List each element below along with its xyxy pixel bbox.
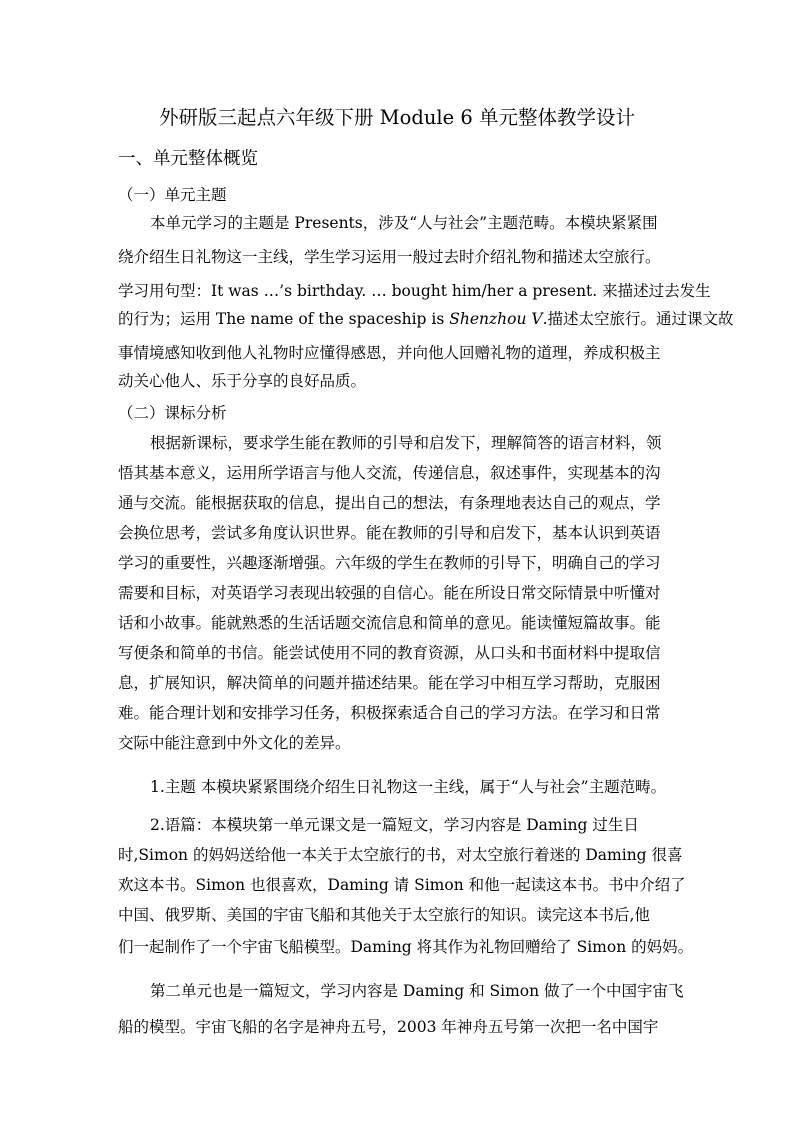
standards-line-8: 写便条和简单的书信。能尝试使用不同的教育资源，从口头和书面材料中提取信	[118, 644, 661, 662]
point-2-line-4: 中国、俄罗斯、美国的宇宙飞船和其他关于太空旅行的知识。读完这本书后,他	[118, 906, 650, 924]
spaceship-name: Shenzhou V	[449, 310, 543, 328]
standards-line-7: 话和小故事。能就熟悉的生活话题交流信息和简单的意见。能读懂短篇故事。能	[118, 614, 661, 632]
theme-line-4-c: .描述太空旅行。通过课文故	[542, 310, 734, 328]
standards-line-11: 交际中能注意到中外文化的差异。	[118, 734, 351, 752]
theme-line-4	[118, 307, 734, 331]
point-1-theme: 1.主题 本模块紧紧围绕介绍生日礼物这一主线，属于“人与社会”主题范畴。	[150, 778, 667, 796]
theme-line-1: 本单元学习的主题是 Presents，涉及“人与社会”主题范畴。本模块紧紧围	[150, 214, 658, 232]
point-2-line-1: 2.语篇：本模块第一单元课文是一篇短文，学习内容是 Daming 过生日	[150, 816, 639, 834]
standards-line-2: 悟其基本意义，运用所学语言与他人交流，传递信息，叙述事件，实现基本的沟	[118, 464, 661, 482]
theme-line-5: 事情境感知收到他人礼物时应懂得感恩，并向他人回赠礼物的道理，养成积极主	[118, 344, 661, 362]
point-3-line-1: 第二单元也是一篇短文，学习内容是 Daming 和 Simon 做了一个中国宇宙飞	[150, 982, 684, 1000]
standards-line-9: 息，扩展知识，解决简单的问题并描述结果。能在学习中相互学习帮助，克服困	[118, 674, 661, 692]
standards-line-1: 根据新课标，要求学生能在教师的引导和启发下，理解简答的语言材料，领	[150, 434, 662, 452]
point-2-line-3: 欢这本书。Simon 也很喜欢，Daming 请 Simon 和他一起读这本书。书中介绍了	[118, 876, 686, 894]
point-2-line-5: 们一起制作了一个宇宙飞船模型。Daming 将其作为礼物回赠给了 Simon 的妈妈。	[118, 938, 694, 956]
subheading-curriculum-analysis: （二）课标分析	[118, 404, 227, 422]
standards-line-10: 难。能合理计划和安排学习任务，积极探索适合自己的学习方法。在学习和日常	[118, 704, 661, 722]
point-3-line-2: 船的模型。宇宙飞船的名字是神舟五号，2003 年神舟五号第一次把一名中国宇	[118, 1018, 659, 1036]
theme-line-2: 绕介绍生日礼物这一主线，学生学习运用一般过去时介绍礼物和描述太空旅行。	[118, 248, 661, 266]
section-heading-overview: 一、单元整体概览	[118, 149, 258, 169]
standards-line-3: 通与交流。能根据获取的信息，提出自己的想法，有条理地表达自己的观点，学	[118, 494, 661, 512]
theme-line-6: 动关心他人、乐于分享的良好品质。	[118, 372, 367, 390]
point-2-line-2: 时,Simon 的妈妈送给他一本关于太空旅行的书，对太空旅行着迷的 Daming 很喜	[118, 846, 683, 864]
theme-line-3: 学习用句型：It was …’s birthday. … bought him/her a present. 来描述过去发生	[118, 282, 711, 300]
standards-line-6: 需要和目标，对英语学习表现出较强的自信心。能在所设日常交际情景中听懂对	[118, 584, 661, 602]
document-title: 外研版三起点六年级下册 Module 6 单元整体教学设计	[158, 106, 636, 129]
standards-line-4: 会换位思考，尝试多角度认识世界。能在教师的引导和启发下，基本认识到英语	[118, 524, 661, 542]
theme-line-4-a: 的行为；运用 The name of the spaceship is	[118, 310, 450, 328]
standards-line-5: 学习的重要性，兴趣逐渐增强。六年级的学生在教师的引导下，明确自己的学习	[118, 554, 661, 572]
subheading-unit-theme: （一）单元主题	[118, 186, 227, 204]
